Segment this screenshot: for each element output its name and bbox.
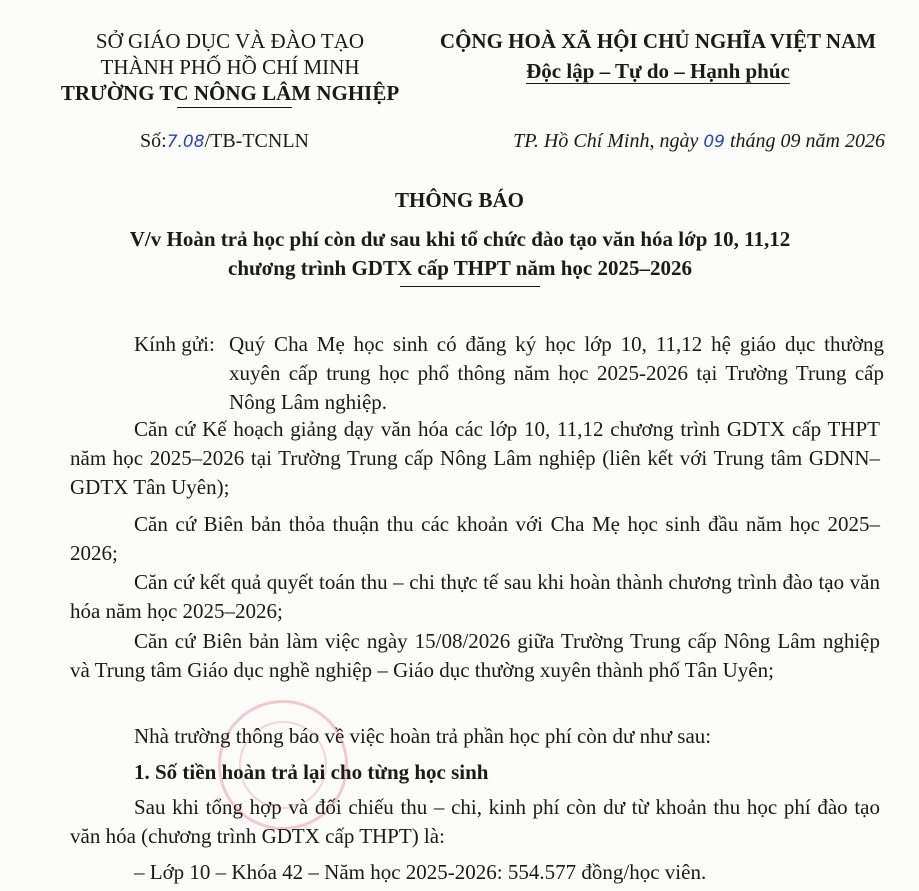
date-suffix: tháng 09 năm 2026 bbox=[725, 130, 885, 152]
subject-divider bbox=[400, 286, 540, 287]
paragraph-basis-plan: Căn cứ Kế hoạch giảng dạy văn hóa các lớp 10, 11,12 chương trình GDTX cấp THPT năm học 2025–2026 tại Trường Trung cấp Nông Lâm nghiệp (liên kết với Trung tâm GDNN–GDTX Tân Uyên); bbox=[70, 417, 880, 499]
paragraph-basis-settlement: Căn cứ kết quả quyết toán thu – chi thực tế sau khi hoàn thành chương trình đào tạo văn hóa năm học 2025–2026; bbox=[70, 570, 880, 623]
doc-number-suffix: /TB-TCNLN bbox=[204, 130, 309, 152]
national-name: CỘNG HOÀ XÃ HỘI CHỦ NGHĨA VIỆT NAM bbox=[439, 29, 877, 53]
subject-line-1: V/v Hoàn trả học phí còn dư sau khi tổ chức đào tạo văn hóa lớp 10, 11,12 bbox=[129, 227, 791, 251]
date-handwritten-day: 09 bbox=[703, 132, 725, 152]
national-motto: Độc lập – Tự do – Hạnh phúc bbox=[526, 59, 790, 83]
document-date bbox=[513, 130, 885, 153]
issuer-department: SỞ GIÁO DỤC VÀ ĐÀO TẠO bbox=[95, 29, 365, 53]
greeting bbox=[134, 330, 884, 417]
refund-item-grade-10: – Lớp 10 – Khóa 42 – Năm học 2025-2026: 554.577 đồng/học viên. bbox=[134, 860, 707, 884]
paragraph-announcement: Nhà trường thông báo về việc hoàn trả phần học phí còn dư như sau: bbox=[134, 724, 712, 748]
date-prefix: TP. Hồ Chí Minh, ngày bbox=[513, 130, 704, 152]
document-subject bbox=[60, 225, 860, 283]
paragraph-refund-summary: Sau khi tổng hợp và đối chiếu thu – chi, kinh phí còn dư từ khoản thu học phí đào tạo văn hóa (chương trình GDTX cấp THPT) là: bbox=[70, 795, 880, 848]
issuer-underline bbox=[177, 107, 292, 108]
issuer-block bbox=[40, 28, 420, 106]
paragraph-basis-agreement: Căn cứ Biên bản thỏa thuận thu các khoản với Cha Mẹ học sinh đầu năm học 2025–2026; bbox=[70, 512, 880, 565]
document-number bbox=[140, 130, 309, 153]
issuer-city: THÀNH PHỐ HỒ CHÍ MINH bbox=[100, 55, 360, 79]
doc-number-prefix: Số: bbox=[140, 130, 167, 152]
document-title: THÔNG BÁO bbox=[395, 188, 524, 212]
section-heading-1: 1. Số tiền hoàn trả lại cho từng học sinh bbox=[134, 760, 489, 784]
paragraph-basis-minutes: Căn cứ Biên bản làm việc ngày 15/08/2026 giữa Trường Trung cấp Nông Lâm nghiệp và Trung tâm Giáo dục nghề nghiệp – Giáo dục thường xuyên thành phố Tân Uyên; bbox=[70, 629, 880, 682]
subject-line-2: chương trình GDTX cấp THPT năm học 2025–2026 bbox=[228, 256, 692, 280]
doc-number-handwritten: 7.08 bbox=[166, 132, 205, 152]
greeting-recipients: Quý Cha Mẹ học sinh có đăng ký học lớp 10, 11,12 hệ giáo dục thường xuyên cấp trung học phổ thông năm học 2025-2026 tại Trường Trung cấp Nông Lâm nghiệp. bbox=[229, 332, 884, 414]
greeting-label: Kính gửi: bbox=[134, 332, 215, 356]
issuer-school: TRƯỜNG TC NÔNG LÂM NGHIỆP bbox=[60, 81, 400, 105]
national-header bbox=[418, 26, 898, 86]
